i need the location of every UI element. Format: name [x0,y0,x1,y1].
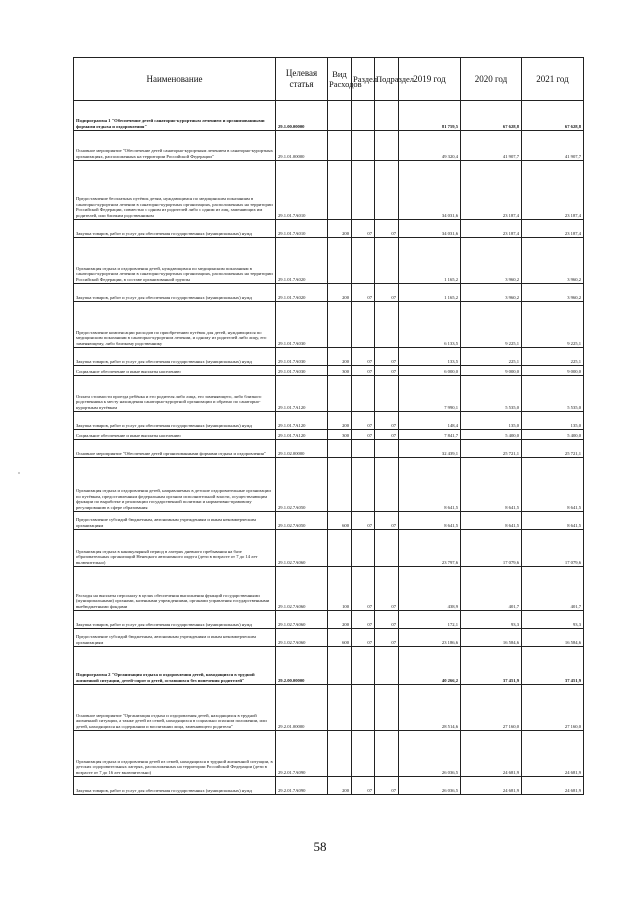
cell-2021: 67 628,8 [522,101,584,131]
cell-2019: 28 514,6 [399,685,461,731]
cell-2020: 3 960,2 [461,238,522,284]
header-name: Наименование [74,58,276,101]
cell-subsection: 07 [375,567,399,611]
cell-target-article: 29.1.02.00000 [276,440,328,458]
cell-2021: 37 451,9 [522,647,584,685]
table-row [74,376,584,412]
cell-section: 07 [352,611,375,629]
cell-2020: 135,0 [461,412,522,430]
cell-2020: 24 681,9 [461,777,522,795]
cell-subsection: 07 [375,284,399,302]
cell-name: Организация отдыха в каникулярный период в лагерях дневного пребывания на базе образовательных организаций Ненецкого автономного округа (дети в возрасте от 7 до 14 лет включительно) [74,530,276,567]
cell-2020: 24 681,9 [461,731,522,777]
table-row [74,611,584,629]
cell-section: 07 [352,348,375,366]
cell-section: 07 [352,777,375,795]
cell-section [352,302,375,348]
cell-2021: 8 641,5 [522,458,584,512]
cell-2020: 401,7 [461,567,522,611]
cell-subsection [375,302,399,348]
cell-expense-type [328,101,352,131]
cell-expense-type [328,647,352,685]
cell-name: Закупка товаров, работ и услуг для обеспечения государственных (муниципальных) нужд [74,220,276,238]
table-row [74,284,584,302]
page-number: 58 [313,839,327,854]
cell-expense-type [328,731,352,777]
cell-expense-type [328,131,352,161]
cell-target-article: 29.1.02.7А060 [276,567,328,611]
cell-section: 07 [352,220,375,238]
cell-2019: 34 031,6 [399,161,461,220]
cell-expense-type: 600 [328,629,352,647]
cell-section: 07 [352,284,375,302]
cell-2019: 438,9 [399,567,461,611]
cell-subsection [375,458,399,512]
cell-2021: 8 641,5 [522,512,584,530]
cell-2019: 172,1 [399,611,461,629]
cell-2019: 26 036,5 [399,731,461,777]
cell-name: Организация отдыха и оздоровления детей, направляемых в детские оздоровительные организации по путёвкам, предоставленным федеральным органом исполнительной власти, осуществляющим функции по выработке и реализации государственной политики и нормативно-правовому регулированию в сфере образования [74,458,276,512]
cell-expense-type: 100 [328,567,352,611]
cell-2019: 7 990,1 [399,376,461,412]
cell-2020: 17 079,6 [461,530,522,567]
cell-2020: 23 187,4 [461,220,522,238]
header-2021: 2021 год [522,58,584,101]
cell-expense-type [328,440,352,458]
cell-2020: 5 400,0 [461,430,522,440]
cell-2021: 225,1 [522,348,584,366]
cell-section [352,101,375,131]
cell-expense-type: 200 [328,220,352,238]
cell-2021: 25 721,1 [522,440,584,458]
cell-target-article: 29.1.01.7А030 [276,366,328,376]
cell-expense-type [328,161,352,220]
cell-2019: 133,5 [399,348,461,366]
cell-target-article: 29.2.01.00000 [276,685,328,731]
cell-target-article: 29.1.01.00000 [276,131,328,161]
cell-2019: 40 266,2 [399,647,461,685]
cell-section: 07 [352,567,375,611]
cell-2020: 9 225,1 [461,302,522,348]
cell-expense-type: 200 [328,611,352,629]
cell-2020: 225,1 [461,348,522,366]
cell-subsection: 07 [375,430,399,440]
budget-table-container [73,57,583,795]
cell-section [352,376,375,412]
cell-2021: 135,0 [522,412,584,430]
cell-target-article: 29.1.01.7А030 [276,302,328,348]
table-row [74,629,584,647]
table-row [74,512,584,530]
cell-2019: 1 165,2 [399,238,461,284]
cell-2020: 3 960,2 [461,284,522,302]
cell-name: Организация отдыха и оздоровления детей, нуждающимся по медицинским показаниям в санаторно-курортном лечении в санаторно-курортных организациях, расположенных на территории Российской Федерации, в составе организованной группы [74,238,276,284]
header-2020: 2020 год [461,58,522,101]
cell-name: Социальное обеспечение и иные выплаты населению [74,430,276,440]
cell-target-article: 29.1.01.7А010 [276,161,328,220]
table-row [74,685,584,731]
cell-subsection [375,131,399,161]
cell-name: Расходы на выплаты персоналу в целях обеспечения выполнения функций государственными (муниципальными) органами, казенными учреждениями, органами управления государственными внебюджетными фондами [74,567,276,611]
table-header-row [74,58,584,101]
cell-section [352,440,375,458]
cell-name: Предоставление компенсации расходов по приобретению путёвок для детей, нуждающихся по медицинским показаниям в санаторно-курортном лечении, и одному из родителей либо лицу, его заменяющему, либо близкому родственнику [74,302,276,348]
cell-name: Основное мероприятие "Организация отдыха и оздоровления детей, находящихся в трудной жизненной ситуации, а также детей из семей, находящихся в социально опасном положении, или детей, находящихся на содержании и воспитании лица, заменяющего родителя" [74,685,276,731]
table-row [74,161,584,220]
cell-2021: 17 079,6 [522,530,584,567]
header-target-article: Целевая статья [276,58,328,101]
cell-name: Предоставление субсидий бюджетным, автономным учреждениям и иным некоммерческим организациям [74,512,276,530]
cell-subsection [375,238,399,284]
cell-section: 07 [352,430,375,440]
header-section: Раздел [352,58,375,101]
cell-subsection [375,530,399,567]
cell-2019: 81 759,5 [399,101,461,131]
cell-name: Закупка товаров, работ и услуг для обеспечения государственных (муниципальных) нужд [74,348,276,366]
cell-2021: 9 000,0 [522,366,584,376]
cell-target-article: 29.1.01.7А030 [276,348,328,366]
cell-subsection: 07 [375,348,399,366]
cell-subsection: 07 [375,412,399,430]
cell-target-article: 29.1.01.7А120 [276,430,328,440]
table-row [74,430,584,440]
cell-target-article: 29.1.00.00000 [276,101,328,131]
cell-expense-type: 600 [328,512,352,530]
cell-name: Оплата стоимости проезда ребёнка и его родителя либо лица, его заменяющего, либо близкого родственника к месту нахождения санаторно-курортной организации и обратно по санаторно-курортным путёвкам [74,376,276,412]
cell-subsection [375,685,399,731]
cell-section [352,647,375,685]
cell-expense-type [328,376,352,412]
cell-target-article: 29.1.02.7А050 [276,458,328,512]
table-row [74,220,584,238]
cell-name: Основное мероприятие "Обеспечение детей санаторно-курортным лечением в санаторно-курортных организациях, расположенных на территории Российской Федерации" [74,131,276,161]
cell-2021: 401,7 [522,567,584,611]
cell-2019: 34 031,6 [399,220,461,238]
cell-expense-type: 200 [328,777,352,795]
cell-2021: 24 681,9 [522,731,584,777]
cell-target-article: 29.1.02.7А060 [276,530,328,567]
cell-2019: 23 797,6 [399,530,461,567]
cell-2019: 23 186,6 [399,629,461,647]
cell-name: Социальное обеспечение и иные выплаты населению [74,366,276,376]
cell-subsection [375,647,399,685]
cell-subsection: 07 [375,629,399,647]
cell-target-article: 29.1.02.7А060 [276,611,328,629]
table-body [74,101,584,795]
cell-2019: 32 439,1 [399,440,461,458]
cell-expense-type [328,530,352,567]
table-row [74,238,584,284]
table-row [74,647,584,685]
table-row [74,567,584,611]
cell-section: 07 [352,629,375,647]
cell-expense-type: 300 [328,430,352,440]
table-row [74,348,584,366]
cell-2021: 3 960,2 [522,284,584,302]
cell-2021: 24 681,9 [522,777,584,795]
cell-target-article: 29.1.01.7А020 [276,238,328,284]
cell-section [352,238,375,284]
cell-section: 07 [352,512,375,530]
cell-target-article: 29.1.01.7А010 [276,220,328,238]
cell-subsection [375,440,399,458]
table-row [74,101,584,131]
cell-expense-type [328,458,352,512]
cell-subsection [375,731,399,777]
cell-section: 07 [352,412,375,430]
cell-subsection: 07 [375,366,399,376]
cell-2020: 16 584,6 [461,629,522,647]
cell-2021: 41 907,7 [522,131,584,161]
cell-2019: 49 320,4 [399,131,461,161]
cell-2020: 5 535,0 [461,376,522,412]
cell-section [352,131,375,161]
cell-target-article: 29.2.01.7А090 [276,777,328,795]
cell-2020: 67 628,8 [461,101,522,131]
cell-2019: 1 165,2 [399,284,461,302]
cell-section [352,161,375,220]
cell-2019: 148,4 [399,412,461,430]
cell-2021: 27 160,0 [522,685,584,731]
cell-name: Основное мероприятие "Обеспечение детей организованными формами отдыха и оздоровления" [74,440,276,458]
cell-2021: 23 187,4 [522,161,584,220]
cell-target-article: 29.1.01.7А120 [276,412,328,430]
cell-2020: 8 641,5 [461,512,522,530]
cell-expense-type [328,238,352,284]
cell-subsection: 07 [375,777,399,795]
cell-subsection: 07 [375,512,399,530]
cell-target-article: 29.2.01.7А090 [276,731,328,777]
cell-name: Подпрограмма 1 "Обеспечение детей санаторно-курортным лечением и организованными формами отдыха и оздоровления" [74,101,276,131]
table-row [74,131,584,161]
cell-2021: 3 960,2 [522,238,584,284]
cell-expense-type: 200 [328,348,352,366]
cell-2019: 6 000,0 [399,366,461,376]
table-row [74,530,584,567]
cell-section [352,731,375,777]
cell-2019: 7 841,7 [399,430,461,440]
cell-subsection [375,161,399,220]
table-row [74,366,584,376]
cell-2020: 37 451,9 [461,647,522,685]
cell-expense-type: 200 [328,412,352,430]
cell-target-article: 29.1.02.7А050 [276,512,328,530]
table-row [74,777,584,795]
cell-name: Закупка товаров, работ и услуг для обеспечения государственных (муниципальных) нужд [74,777,276,795]
budget-table [73,57,584,795]
cell-2020: 27 160,0 [461,685,522,731]
cell-expense-type [328,685,352,731]
cell-section: 07 [352,366,375,376]
header-expense-type: Вид Расходов [328,58,352,101]
cell-2019: 8 641,5 [399,512,461,530]
cell-2021: 9 225,1 [522,302,584,348]
cell-2020: 23 187,4 [461,161,522,220]
cell-target-article: 29.2.00.00000 [276,647,328,685]
cell-2020: 8 641,5 [461,458,522,512]
cell-2019: 8 641,5 [399,458,461,512]
cell-expense-type: 200 [328,284,352,302]
cell-subsection [375,101,399,131]
cell-2020: 41 907,7 [461,131,522,161]
cell-subsection: 07 [375,220,399,238]
cell-2020: 25 721,1 [461,440,522,458]
cell-name: Предоставление субсидий бюджетным, автономным учреждениям и иным некоммерческим организациям [74,629,276,647]
header-subsection: Подраздел [375,58,399,101]
cell-section [352,530,375,567]
table-row [74,458,584,512]
cell-name: Закупка товаров, работ и услуг для обеспечения государственных (муниципальных) нужд [74,412,276,430]
cell-2021: 16 584,6 [522,629,584,647]
cell-name: Предоставление бесплатных путёвок детям, нуждающимся по медицинским показаниям в санаторно-курортном лечении в санаторно-курортных организациях, расположенных на территории Российской Федерации, совместно с одним из родителей либо с одним из лиц, заменяющих им родителей, или близким родственником [74,161,276,220]
cell-name: Подпрограмма 2 "Организация отдыха и оздоровления детей, находящихся в трудной жизненной ситуации, детей-сирот и детей, оставшихся без попечения родителей" [74,647,276,685]
table-row [74,731,584,777]
cell-target-article: 29.1.01.7А020 [276,284,328,302]
cell-name: Закупка товаров, работ и услуг для обеспечения государственных (муниципальных) нужд [74,284,276,302]
header-2019: 2019 год [399,58,461,101]
cell-2021: 5 535,0 [522,376,584,412]
cell-name: Организация отдыха и оздоровления детей из семей, находящихся в трудной жизненной ситуации, в детских оздоровительных лагерях, расположенных на территории Российской Федерации (дети в возрасте от 7 до 16 лет включительно) [74,731,276,777]
cell-section [352,458,375,512]
scan-speck [18,472,20,474]
cell-target-article: 29.1.02.7А060 [276,629,328,647]
cell-2021: 23 187,4 [522,220,584,238]
cell-2021: 93,3 [522,611,584,629]
cell-section [352,685,375,731]
cell-subsection [375,376,399,412]
table-row [74,302,584,348]
cell-2020: 93,3 [461,611,522,629]
cell-2021: 5 400,0 [522,430,584,440]
cell-subsection: 07 [375,611,399,629]
table-row [74,440,584,458]
cell-target-article: 29.1.01.7А120 [276,376,328,412]
cell-expense-type [328,302,352,348]
cell-expense-type: 300 [328,366,352,376]
cell-2019: 6 133,5 [399,302,461,348]
cell-name: Закупка товаров, работ и услуг для обеспечения государственных (муниципальных) нужд [74,611,276,629]
table-row [74,412,584,430]
cell-2020: 9 000,0 [461,366,522,376]
cell-2019: 26 036,5 [399,777,461,795]
